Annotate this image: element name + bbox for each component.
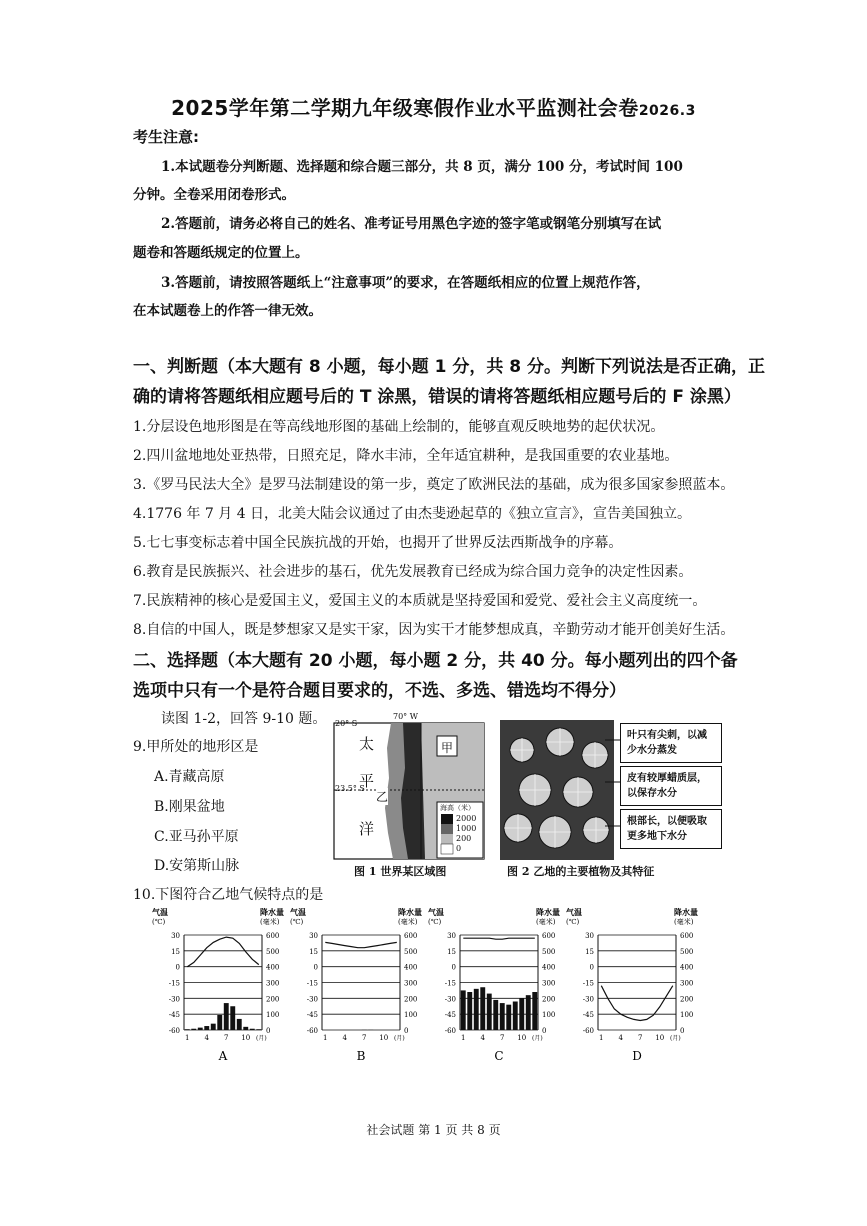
- temp-tick-label: -60: [582, 1027, 594, 1035]
- judge-question-7: 7.民族精神的核心是爱国主义，爱国主义的本质就是坚持爱国和爱党、爱社会主义高度统一。: [133, 593, 707, 609]
- chart-title-a: A: [218, 1049, 228, 1063]
- precip-bar: [513, 1002, 518, 1031]
- precip-tick-label: 0: [404, 1027, 409, 1035]
- temp-tick-label: -15: [582, 979, 594, 988]
- precip-axis-unit: (毫米): [260, 918, 280, 926]
- precip-tick-label: 300: [542, 979, 556, 988]
- temp-axis-unit: (℃): [566, 918, 580, 926]
- temp-tick-label: -45: [168, 1011, 180, 1020]
- temp-axis-unit: (℃): [290, 918, 304, 926]
- precip-bar: [506, 1005, 511, 1030]
- notice-item-3-line-1: 3.答题前，请按照答题纸上“注意事项”的要求，在答题纸相应的位置上规范作答，: [161, 275, 650, 291]
- month-tick-label: 10: [655, 1034, 665, 1042]
- month-unit-label: (月): [394, 1035, 405, 1042]
- month-tick-label: 10: [379, 1034, 389, 1042]
- month-tick-label: 4: [480, 1034, 485, 1042]
- precip-bar: [487, 994, 492, 1030]
- temp-tick-label: 30: [585, 932, 594, 940]
- precip-bar: [224, 1003, 229, 1030]
- section1-heading-line-1: 一、判断题（本大题有 8 小题，每小题 1 分，共 8 分。判断下列说法是否正确，正: [133, 357, 765, 377]
- exam-date: 2026.3: [638, 103, 696, 119]
- month-tick-label: 10: [241, 1034, 251, 1042]
- notice-item-2-line-1: 2.答题前，请务必将自己的姓名、准考证号用黑色字迹的签字笔或钢笔分别填写在试: [161, 216, 662, 232]
- precip-tick-label: 400: [680, 963, 694, 972]
- temp-tick-label: 15: [309, 947, 318, 956]
- month-tick-label: 1: [185, 1034, 190, 1042]
- precip-bar: [211, 1024, 216, 1030]
- precip-tick-label: 500: [542, 947, 556, 956]
- chart-title-d: D: [632, 1049, 642, 1063]
- temp-tick-label: 30: [309, 932, 318, 940]
- month-unit-label: (月): [670, 1035, 681, 1042]
- month-tick-label: 1: [323, 1034, 328, 1042]
- temp-tick-label: -45: [444, 1011, 456, 1020]
- month-unit-label: (月): [256, 1035, 267, 1042]
- cactus-photo: [500, 720, 614, 860]
- precip-tick-label: 200: [404, 995, 418, 1004]
- precip-axis-label: 降水量: [260, 907, 284, 917]
- judge-question-8: 8.自信的中国人，既是梦想家又是实干家，因为实干才能梦想成真，辛勤劳动才能开创美好生活。: [133, 622, 735, 638]
- precip-tick-label: 200: [542, 995, 556, 1004]
- precip-bar: [185, 1029, 190, 1030]
- precip-bar: [461, 990, 466, 1030]
- precip-bar: [474, 989, 479, 1030]
- page-footer: 社会试题 第 1 页 共 8 页: [366, 1123, 501, 1137]
- temp-axis-label: 气温: [428, 907, 444, 917]
- legend-0: 0: [456, 844, 462, 853]
- judge-question-4: 4.1776 年 7 月 4 日，北美大陆会议通过了由杰斐逊起草的《独立宣言》，宣告美国独立。: [133, 506, 692, 522]
- question-9: 9.甲所处的地形区是: [133, 739, 259, 755]
- temp-axis-unit: (℃): [428, 918, 442, 926]
- precip-axis-unit: (毫米): [536, 918, 556, 926]
- temp-tick-label: 30: [171, 932, 180, 940]
- month-tick-label: 7: [638, 1034, 643, 1042]
- temp-tick-label: -15: [306, 979, 318, 988]
- location-jia: 甲: [441, 741, 454, 755]
- legend-title: 海高（米）: [440, 804, 475, 812]
- month-tick-label: 4: [342, 1034, 347, 1042]
- temp-tick-label: 0: [589, 963, 594, 972]
- page-title: 2025学年第二学期九年级寒假作业水平监测社会卷2026.3: [171, 96, 696, 120]
- precip-bar: [526, 995, 531, 1030]
- precip-bar: [532, 992, 537, 1030]
- month-tick-label: 1: [599, 1034, 604, 1042]
- precip-bar: [243, 1027, 248, 1030]
- precip-tick-label: 100: [542, 1011, 556, 1020]
- judge-question-2: 2.四川盆地地处亚热带，日照充足，降水丰沛，全年适宜耕种，是我国重要的农业基地。: [133, 448, 679, 464]
- precip-tick-label: 0: [266, 1027, 271, 1035]
- q9-option-b: B.刚果盆地: [154, 799, 225, 815]
- callout-roots: 根部长，以便吸取更多地下水分: [620, 809, 722, 849]
- temperature-line: [325, 942, 397, 947]
- legend-1000: 1000: [456, 824, 477, 833]
- q9-option-a: A.青藏高原: [154, 769, 225, 785]
- temp-tick-label: 15: [171, 947, 180, 956]
- location-yi: 乙: [376, 790, 389, 804]
- callout-connectors: [605, 720, 625, 860]
- precip-bar: [480, 987, 485, 1030]
- climate-charts: [150, 905, 720, 1065]
- precip-tick-label: 600: [680, 932, 694, 940]
- ocean-char-1: 太: [359, 735, 375, 753]
- month-tick-label: 10: [517, 1034, 527, 1042]
- precip-tick-label: 200: [680, 995, 694, 1004]
- precip-tick-label: 100: [680, 1011, 694, 1020]
- temp-tick-label: -60: [444, 1027, 456, 1035]
- notice-item-1-line-1: 1.本试题卷分判断题、选择题和综合题三部分，共 8 页，满分 100 分，考试时间 100: [161, 159, 683, 175]
- precip-tick-label: 100: [266, 1011, 280, 1020]
- temp-tick-label: -60: [168, 1027, 180, 1035]
- temperature-line: [463, 938, 535, 939]
- precip-tick-label: 400: [266, 963, 280, 972]
- precip-tick-label: 400: [542, 963, 556, 972]
- precip-tick-label: 600: [266, 932, 280, 940]
- precip-tick-label: 0: [680, 1027, 685, 1035]
- temp-axis-label: 气温: [290, 907, 306, 917]
- ocean-char-3: 洋: [359, 820, 375, 838]
- precip-axis-label: 降水量: [398, 907, 422, 917]
- q9-option-c: C.亚马孙平原: [154, 829, 239, 845]
- callout-leaves: 叶只有尖刺，以减少水分蒸发: [620, 723, 722, 763]
- precip-axis-unit: (毫米): [674, 918, 694, 926]
- notice-item-3-line-2: 在本试题卷上的作答一律无效。: [133, 303, 322, 319]
- temp-tick-label: -15: [168, 979, 180, 988]
- notice-item-1-line-2: 分钟。全卷采用闭卷形式。: [133, 187, 295, 203]
- lon-70w-label: 70° W: [393, 712, 418, 721]
- temp-tick-label: -15: [444, 979, 456, 988]
- precip-bar: [500, 1003, 505, 1030]
- precip-tick-label: 300: [266, 979, 280, 988]
- section2-heading-line-1: 二、选择题（本大题有 20 小题，每小题 2 分，共 40 分。每小题列出的四个备: [133, 651, 738, 671]
- precip-bar: [217, 1015, 222, 1030]
- lat-23-5s-label: 23.5° S: [335, 784, 365, 793]
- temp-axis-label: 气温: [152, 907, 168, 917]
- precip-tick-label: 0: [542, 1027, 547, 1035]
- ocean-char-2: 平: [359, 772, 375, 790]
- notice-heading: 考生注意:: [133, 128, 199, 146]
- precip-tick-label: 600: [404, 932, 418, 940]
- lat-20s-label: 20° S: [335, 719, 358, 728]
- precip-axis-label: 降水量: [536, 907, 560, 917]
- month-tick-label: 4: [204, 1034, 209, 1042]
- temp-tick-label: -60: [306, 1027, 318, 1035]
- temp-tick-label: 0: [313, 963, 318, 972]
- month-tick-label: 7: [224, 1034, 229, 1042]
- notice-item-2-line-2: 题卷和答题纸规定的位置上。: [133, 245, 309, 261]
- temperature-line: [601, 986, 673, 1021]
- month-tick-label: 1: [461, 1034, 466, 1042]
- precip-bar: [230, 1006, 235, 1030]
- temp-axis-unit: (℃): [152, 918, 166, 926]
- precip-bar: [250, 1029, 255, 1030]
- precip-axis-label: 降水量: [674, 907, 698, 917]
- precip-tick-label: 200: [266, 995, 280, 1004]
- precip-tick-label: 500: [680, 947, 694, 956]
- precip-tick-label: 100: [404, 1011, 418, 1020]
- temperature-line: [187, 937, 258, 967]
- judge-question-3: 3.《罗马民法大全》是罗马法制建设的第一步，奠定了欧洲民法的基础，成为很多国家参照蓝本。: [133, 477, 735, 493]
- figure1-caption: 图 1 世界某区域图: [354, 865, 447, 878]
- precip-tick-label: 300: [404, 979, 418, 988]
- temp-tick-label: 15: [447, 947, 456, 956]
- precip-tick-label: 300: [680, 979, 694, 988]
- q9-option-d: D.安第斯山脉: [154, 858, 240, 874]
- precip-bar: [204, 1026, 209, 1030]
- judge-question-1: 1.分层设色地形图是在等高线地形图的基础上绘制的，能够直观反映地势的起伏状况。: [133, 419, 665, 435]
- callout-bark: 皮有较厚蜡质层，以保存水分: [620, 766, 722, 806]
- temp-tick-label: -30: [444, 995, 456, 1004]
- month-unit-label: (月): [532, 1035, 543, 1042]
- precip-tick-label: 600: [542, 932, 556, 940]
- precip-bar: [256, 1029, 261, 1030]
- legend-200: 200: [456, 834, 472, 843]
- month-tick-label: 4: [618, 1034, 623, 1042]
- month-tick-label: 7: [362, 1034, 367, 1042]
- chart-title-c: C: [494, 1049, 504, 1063]
- temp-tick-label: -45: [306, 1011, 318, 1020]
- precip-bar: [191, 1029, 196, 1030]
- chart-title-b: B: [356, 1049, 366, 1063]
- precip-bar: [493, 1000, 498, 1030]
- figure2-caption: 图 2 乙地的主要植物及其特征: [507, 865, 655, 878]
- precip-axis-unit: (毫米): [398, 918, 418, 926]
- section1-heading-line-2: 确的请将答题纸相应题号后的 T 涂黑，错误的请将答题纸相应题号后的 F 涂黑）: [133, 387, 741, 407]
- temp-tick-label: 0: [175, 963, 180, 972]
- precip-bar: [237, 1019, 242, 1030]
- temp-tick-label: -30: [306, 995, 318, 1004]
- temp-tick-label: 15: [585, 947, 594, 956]
- precip-tick-label: 500: [266, 947, 280, 956]
- read-instruction: 读图 1-2，回答 9-10 题。: [161, 711, 327, 727]
- question-10: 10.下图符合乙地气候特点的是: [133, 887, 324, 903]
- precip-bar: [467, 992, 472, 1030]
- judge-question-5: 5.七七事变标志着中国全民族抗战的开始，也揭开了世界反法西斯战争的序幕。: [133, 535, 623, 551]
- temp-tick-label: -30: [582, 995, 594, 1004]
- precip-tick-label: 500: [404, 947, 418, 956]
- judge-question-6: 6.教育是民族振兴、社会进步的基石，优先发展教育已经成为综合国力竞争的决定性因素。: [133, 564, 693, 580]
- temp-axis-label: 气温: [566, 907, 582, 917]
- precip-bar: [519, 998, 524, 1030]
- precip-tick-label: 400: [404, 963, 418, 972]
- month-tick-label: 7: [500, 1034, 505, 1042]
- precip-bar: [198, 1028, 203, 1030]
- temp-tick-label: -45: [582, 1011, 594, 1020]
- legend-2000: 2000: [456, 814, 477, 823]
- temp-tick-label: 30: [447, 932, 456, 940]
- temp-tick-label: 0: [451, 963, 456, 972]
- section2-heading-line-2: 选项中只有一个是符合题目要求的，不选、多选、错选均不得分）: [133, 681, 626, 701]
- temp-tick-label: -30: [168, 995, 180, 1004]
